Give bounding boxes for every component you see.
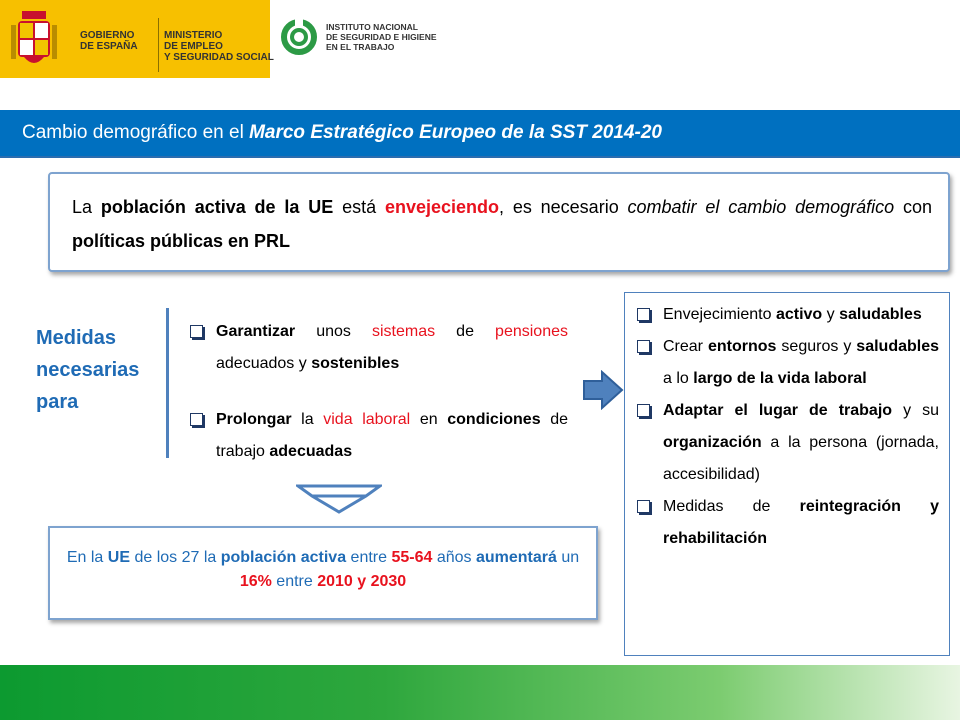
right-b4-s2: reintegración y rehabilitación: [663, 498, 940, 547]
intro-s5: , es necesario: [498, 197, 628, 217]
list-item: [637, 331, 939, 395]
checkbox-bullet-icon: [190, 325, 203, 338]
checkbox-bullet-icon: [190, 413, 203, 426]
right-measures-box: [624, 292, 950, 656]
right-b2-s1: Crear: [663, 338, 708, 355]
bullet-spacer: [190, 380, 568, 404]
right-b1-s3: y: [822, 306, 840, 323]
gov-line2: DE ESPAÑA: [80, 41, 138, 52]
right-b2-s4: saludables: [856, 338, 939, 355]
mid-b1-s3: sistemas: [371, 323, 436, 340]
right-b3-s1: Adaptar el lugar de trabajo: [663, 402, 893, 419]
mid-b2-s7: adecuadas: [269, 443, 353, 460]
intro-s2: población activa de la UE: [100, 197, 334, 217]
mid-b1-s7: sostenibles: [311, 355, 400, 372]
header-divider: [158, 18, 159, 72]
intro-s4: envejeciendo: [384, 197, 499, 217]
mid-b2-s5: condiciones: [447, 411, 541, 428]
mid-b1-s2: unos: [295, 323, 372, 340]
list-item: [637, 491, 939, 555]
government-name: [80, 30, 150, 52]
right-b1-s2: activo: [775, 306, 823, 323]
government-logo: [8, 8, 274, 72]
inst-line2: DE SEGURIDAD E HIGIENE: [326, 32, 437, 42]
right-b1-s1: Envejecimiento: [663, 306, 776, 323]
mid-b1-s4: de: [435, 323, 496, 340]
institute-name: [326, 22, 437, 52]
checkbox-bullet-icon: [637, 340, 650, 353]
intro-s6: combatir el cambio demográfico: [627, 197, 895, 217]
coat-of-arms-icon: [8, 9, 60, 71]
institute-logo: [280, 18, 437, 56]
checkbox-bullet-icon: [637, 308, 650, 321]
right-b1-s4: saludables: [839, 306, 922, 323]
bottom-s1: En la: [66, 549, 108, 566]
checkbox-bullet-icon: [637, 404, 650, 417]
bottom-s10: 16%: [239, 573, 272, 590]
right-b3-s2: y su: [892, 402, 939, 419]
mid-b2-s4: en: [410, 411, 448, 428]
arrow-down-icon: [296, 484, 382, 514]
title-emphasis: Marco Estratégico Europeo de la SST 2014-20: [249, 122, 662, 143]
right-b2-s5: a lo: [663, 370, 694, 387]
inst-line1: INSTITUTO NACIONAL: [326, 22, 418, 32]
list-item: [190, 316, 568, 380]
list-item: [637, 395, 939, 491]
gov-line1: GOBIERNO: [80, 30, 135, 41]
right-bullet-list: [637, 299, 939, 555]
arrow-right-icon: [582, 370, 624, 410]
medidas-line3: para: [36, 391, 79, 413]
mid-b1-s1: Garantizar: [216, 323, 296, 340]
right-b2-s6: largo de la vida laboral: [693, 370, 867, 387]
medidas-line2: necesarias: [36, 359, 140, 381]
bottom-s8: aumentará: [475, 549, 557, 566]
inst-line3: EN EL TRABAJO: [326, 42, 395, 52]
mid-b2-s6: de trabajo: [216, 411, 569, 460]
list-item: [637, 299, 939, 331]
mid-b1-s6: adecuados y: [216, 355, 312, 372]
slide-title-bar: [0, 110, 960, 158]
mid-b2-s1: Prolongar: [216, 411, 292, 428]
bottom-s11: entre: [271, 573, 318, 590]
mid-b2-s3: vida laboral: [323, 411, 411, 428]
bottom-s9: un: [556, 549, 580, 566]
statistic-box: [48, 526, 598, 620]
checkbox-bullet-icon: [637, 500, 650, 513]
intro-s3: está: [333, 197, 385, 217]
bottom-s12: 2010 y 2030: [317, 573, 407, 590]
bottom-s6: 55-64: [391, 549, 433, 566]
vertical-divider: [166, 308, 169, 458]
mid-b1-s5: pensiones: [495, 323, 568, 340]
ministry-line3: Y SEGURIDAD SOCIAL: [164, 52, 274, 63]
right-b3-s3: organización: [663, 434, 762, 451]
right-b2-s2: entornos: [707, 338, 777, 355]
intro-s8: políticas públicas en PRL: [72, 231, 291, 251]
footer-gradient-band: [0, 665, 960, 720]
ministry-line1: MINISTERIO: [164, 30, 223, 41]
right-b4-s1: Medidas de: [663, 498, 800, 515]
bottom-s3: de los 27 la: [130, 549, 221, 566]
title-plain: Cambio demográfico en el: [22, 122, 250, 143]
list-item: [190, 404, 568, 468]
middle-bullet-list: [190, 316, 568, 468]
slide-title: [22, 122, 662, 144]
right-b3-s4: a la persona (jornada, accesibilidad): [663, 434, 939, 483]
ministry-line2: DE EMPLEO: [164, 41, 223, 52]
statistic-text: [64, 546, 582, 594]
medidas-label: [36, 322, 139, 418]
intro-s1: La: [72, 197, 101, 217]
bottom-s4: población activa: [220, 549, 347, 566]
mid-b2-s2: la: [291, 411, 324, 428]
intro-text: [72, 190, 932, 258]
intro-s7: con: [894, 197, 932, 217]
bottom-s7: años: [432, 549, 476, 566]
intro-box: [48, 172, 950, 272]
bottom-s5: entre: [346, 549, 392, 566]
medidas-line1: Medidas: [36, 327, 117, 349]
bottom-s2: UE: [107, 549, 130, 566]
insht-logo-icon: [280, 18, 318, 56]
ministry-name: [164, 30, 274, 63]
right-b2-s3: seguros y: [776, 338, 857, 355]
